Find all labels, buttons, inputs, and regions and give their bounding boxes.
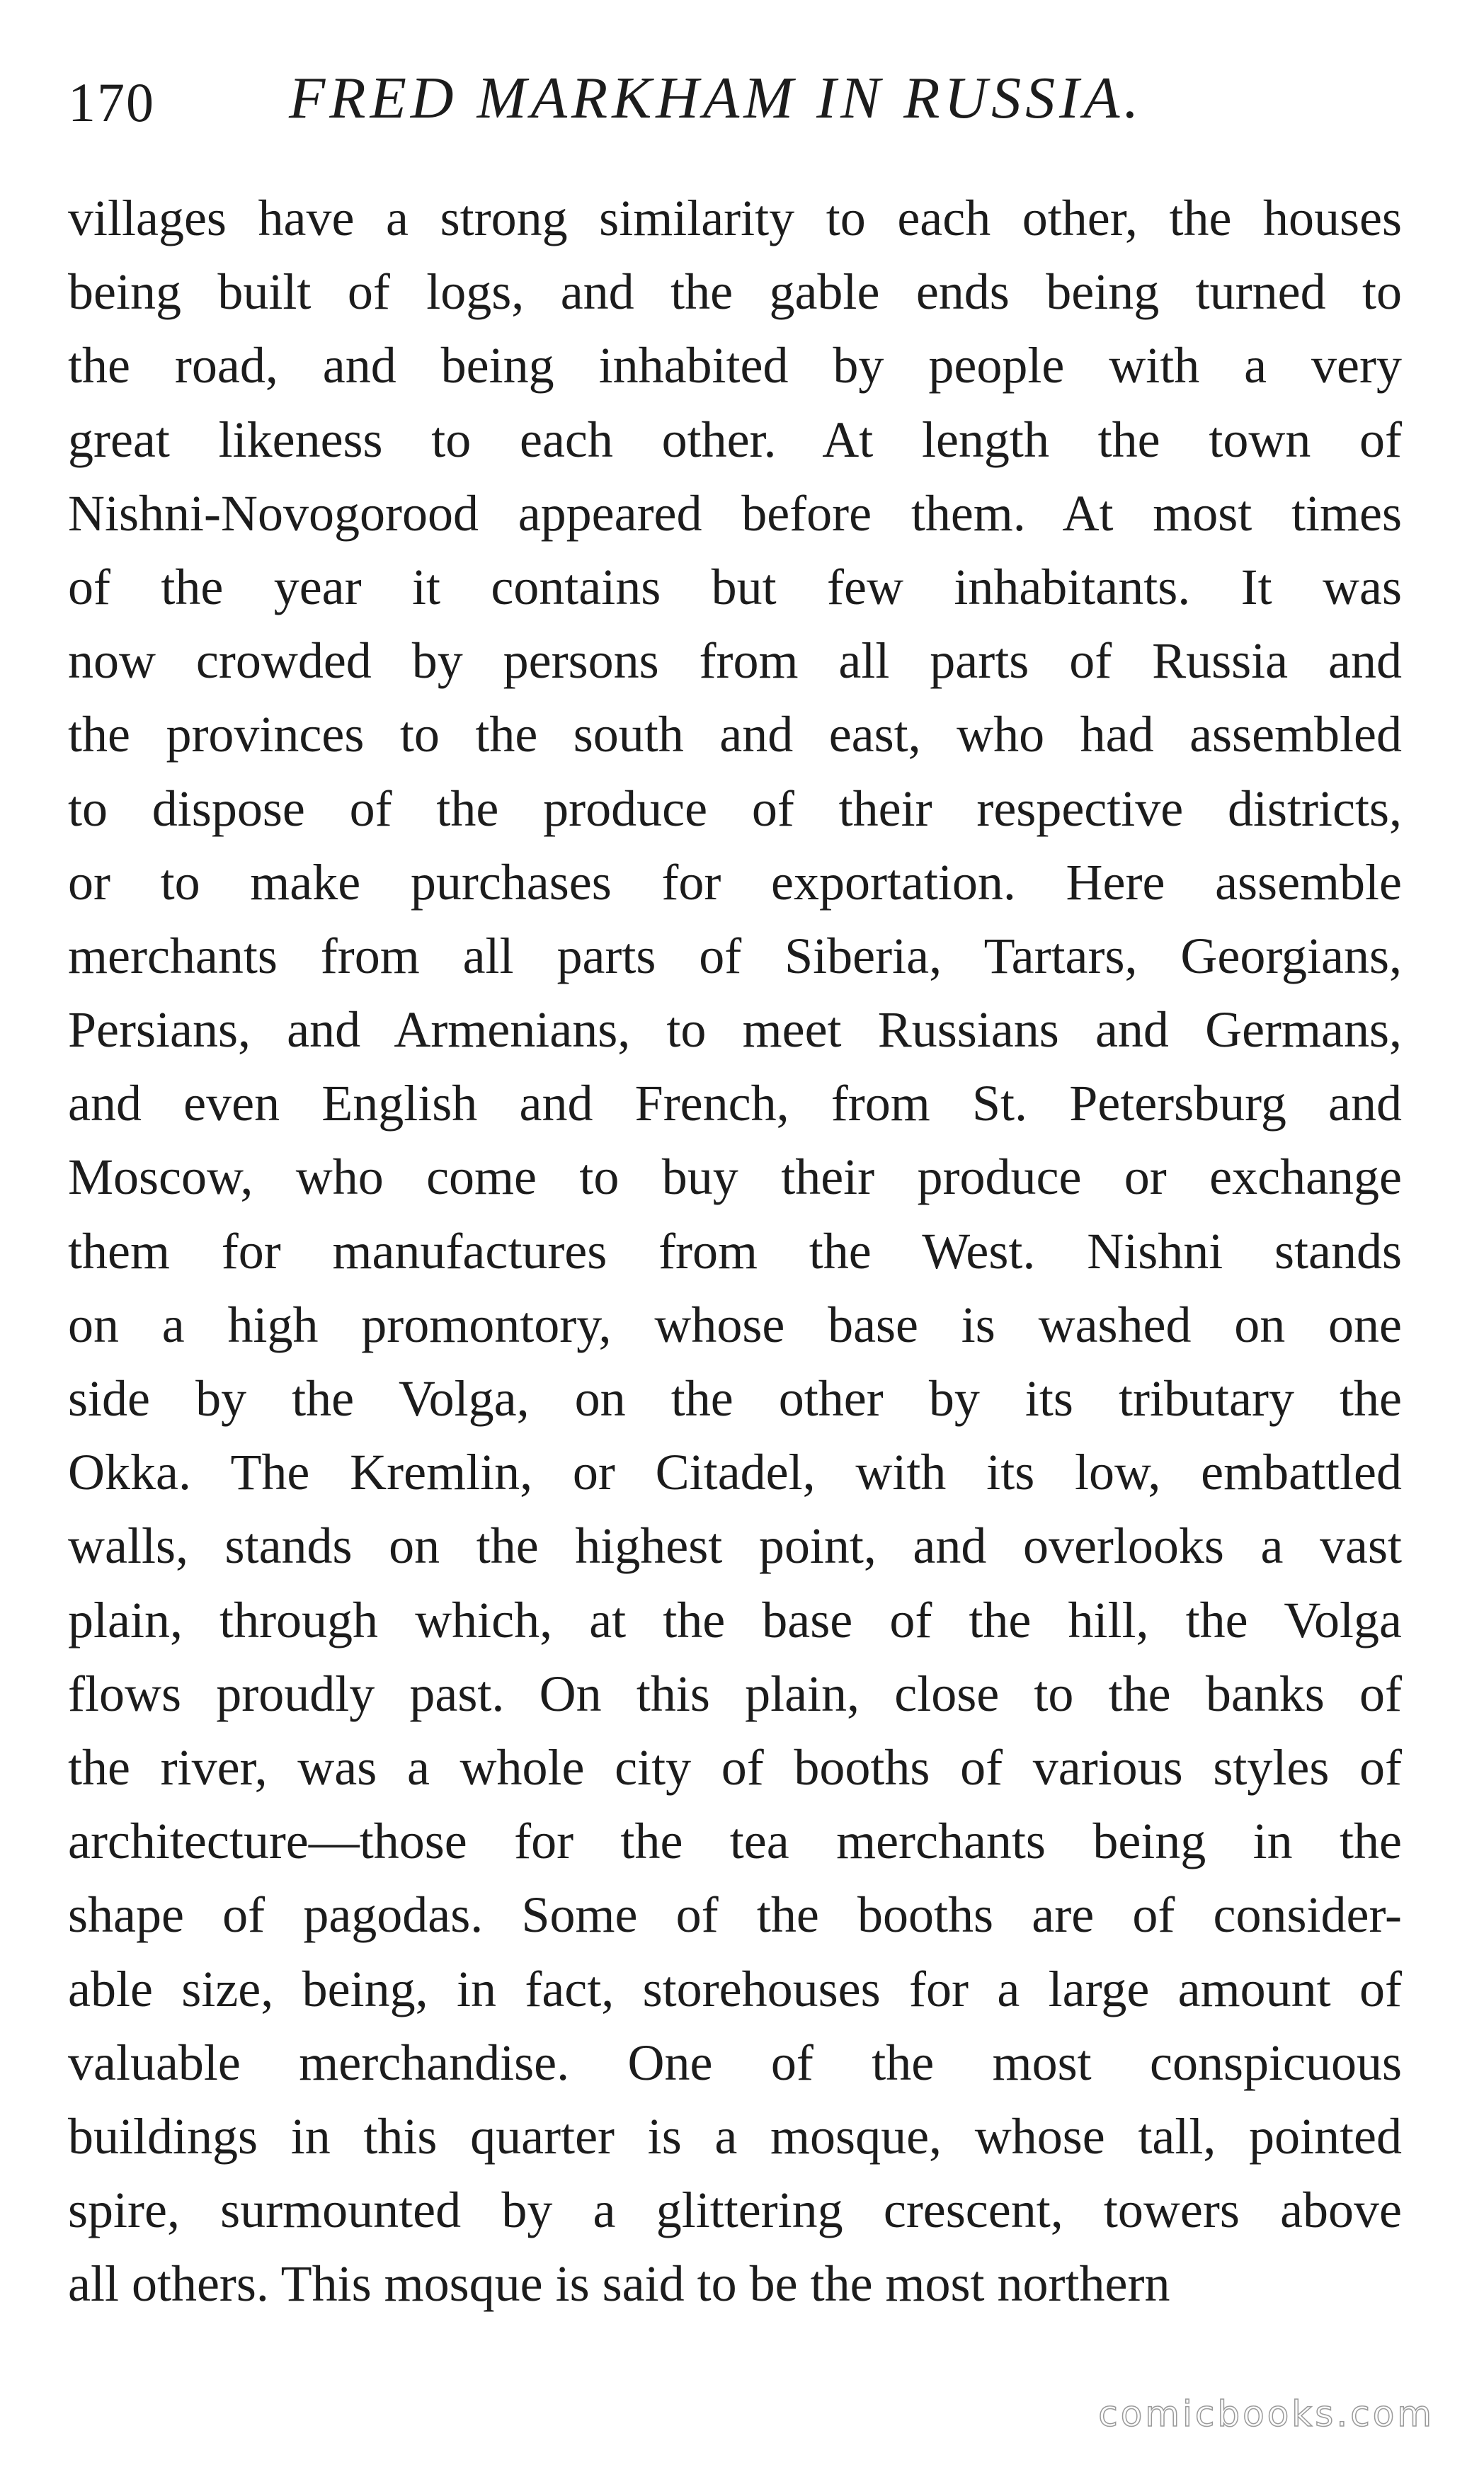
text-line: walls, stands on the highest point, and overlooks a vast <box>68 1517 1402 1575</box>
page-header <box>68 64 1413 142</box>
text-line: on a high promontory, whose base is washed on one <box>68 1296 1402 1353</box>
text-line: and even English and French, from St. Petersburg and <box>68 1075 1402 1132</box>
text-line: great likeness to each other. At length the town of <box>68 411 1402 468</box>
text-line: Okka. The Kremlin, or Citadel, with its low, embattled <box>68 1444 1402 1501</box>
text-line: now crowded by persons from all parts of Russia and <box>68 632 1402 690</box>
text-line: able size, being, in fact, storehouses for a large amount of <box>68 1960 1402 2017</box>
text-line: side by the Volga, on the other by its tributary the <box>68 1370 1402 1427</box>
text-line: plain, through which, at the base of the hill, the Volga <box>68 1591 1402 1649</box>
text-line: of the year it contains but few inhabitants. It was <box>68 558 1402 615</box>
text-line: the river, was a whole city of booths of various styles of <box>68 1738 1402 1796</box>
text-line: or to make purchases for exportation. Here assemble <box>68 853 1402 911</box>
text-line: the provinces to the south and east, who had assembled <box>68 706 1402 763</box>
text-line: valuable merchandise. One of the most conspicuous <box>68 2034 1402 2091</box>
text-line: Persians, and Armenians, to meet Russians and Germans, <box>68 1001 1402 1059</box>
text-line: being built of logs, and the gable ends being turned to <box>68 263 1402 321</box>
page-number: 170 <box>68 72 155 133</box>
text-line: architecture—those for the tea merchants being in the <box>68 1813 1402 1870</box>
text-line: shape of pagodas. Some of the booths are of consider- <box>68 1886 1402 1944</box>
text-line: to dispose of the produce of their respective districts, <box>68 780 1402 837</box>
text-line: merchants from all parts of Siberia, Tartars, Georgians, <box>68 927 1402 984</box>
text-line: Nishni-Novogorood appeared before them. At most times <box>68 484 1402 542</box>
text-line: spire, surmounted by a glittering crescent, towers above <box>68 2182 1402 2239</box>
watermark: comicbooks.com <box>1098 2393 1434 2435</box>
text-line: buildings in this quarter is a mosque, whose tall, pointed <box>68 2107 1402 2165</box>
text-line: flows proudly past. On this plain, close to the banks of <box>68 1665 1402 1722</box>
text-line: the road, and being inhabited by people with a very <box>68 337 1402 394</box>
text-line: Moscow, who come to buy their produce or exchange <box>68 1149 1402 1206</box>
body-text <box>68 181 1402 2321</box>
text-line: villages have a strong similarity to each other, the houses <box>68 190 1402 246</box>
text-line: all others. This mosque is said to be the most northern <box>68 2255 1170 2313</box>
running-title: FRED MARKHAM IN RUSSIA. <box>289 65 1143 131</box>
text-line: them for manufactures from the West. Nishni stands <box>68 1222 1402 1280</box>
